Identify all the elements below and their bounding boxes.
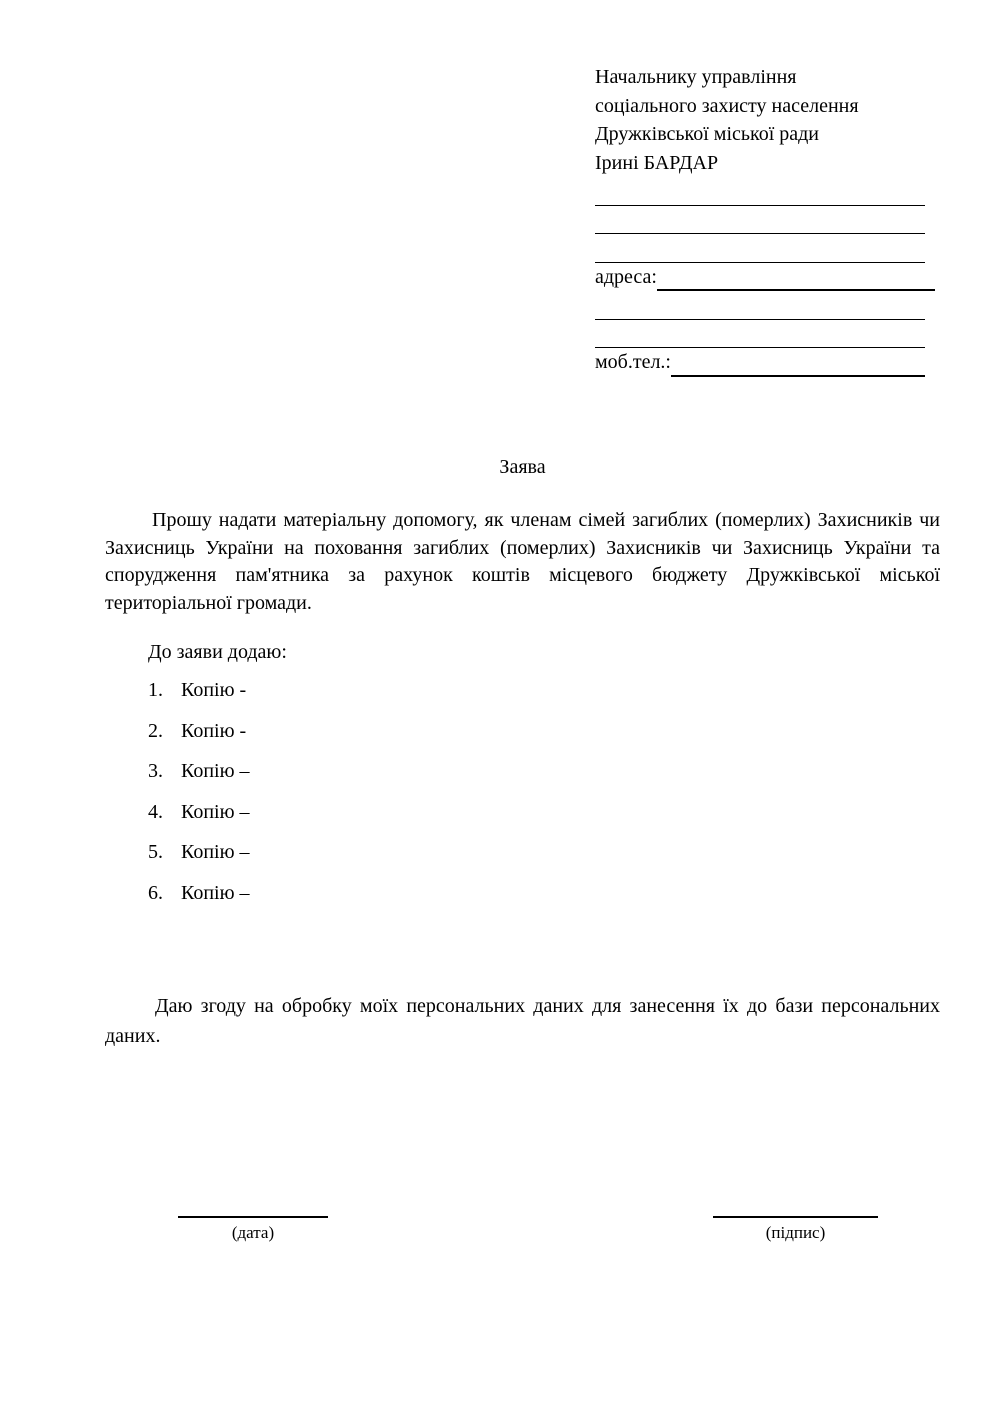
attachment-label: Копію – xyxy=(181,760,250,782)
document-title: Заява xyxy=(499,456,546,478)
attachment-number: 3. xyxy=(148,760,163,782)
attachment-item xyxy=(148,800,250,841)
attachment-label: Копію - xyxy=(181,679,247,701)
signature-date-block xyxy=(178,1216,328,1244)
attachment-item xyxy=(148,719,250,760)
sign-signature-line xyxy=(713,1216,878,1218)
request-paragraph: Прошу надати матеріальну допомогу, як членам сімей загиблих (померлих) Захисників чи Захисниць України на поховання загиблих (померлих) Захисників чи Захисниць України та спорудження пам'ятника за рахунок коштів місцевого бюджету Дружківської міської територіальної громади. xyxy=(105,509,940,614)
sign-caption: (підпис) xyxy=(765,1223,826,1242)
address-row xyxy=(595,263,935,292)
attachment-number: 6. xyxy=(148,881,163,904)
attachment-label: Копію – xyxy=(181,800,250,823)
attachments-heading: До заяви додаю: xyxy=(148,641,287,663)
phone-fill-line xyxy=(671,348,925,377)
blank-fill-line xyxy=(595,320,925,349)
blank-fill-line xyxy=(595,291,925,320)
attachments-list xyxy=(148,678,250,921)
consent-paragraph: Даю згоду на обробку моїх персональних даних для занесення їх до бази персональних даних. xyxy=(105,995,940,1047)
attachment-item xyxy=(148,759,250,800)
attachment-item xyxy=(148,678,250,719)
attachment-number: 5. xyxy=(148,841,163,863)
attachment-number: 4. xyxy=(148,800,163,823)
attachment-label: Копію - xyxy=(181,719,247,742)
addressee-block xyxy=(595,63,935,377)
blank-fill-line xyxy=(595,234,925,263)
date-signature-line xyxy=(178,1216,328,1218)
address-fill-line xyxy=(657,263,935,292)
attachment-label: Копію – xyxy=(181,841,250,863)
signature-sign-block xyxy=(713,1216,878,1244)
blank-fill-line xyxy=(595,177,925,206)
addressee-line: Дружківської міської ради xyxy=(595,123,820,145)
attachment-number: 2. xyxy=(148,719,163,742)
addressee-line: Начальнику управління xyxy=(595,66,797,88)
phone-label: моб.тел.: xyxy=(595,351,671,373)
blank-fill-line xyxy=(595,206,925,235)
address-label: адреса: xyxy=(595,265,657,288)
attachment-item xyxy=(148,840,250,881)
attachment-label: Копію – xyxy=(181,881,250,904)
attachment-number: 1. xyxy=(148,679,163,701)
phone-row xyxy=(595,348,925,377)
date-caption: (дата) xyxy=(231,1223,275,1242)
addressee-line: Ірині БАРДАР xyxy=(595,151,719,174)
attachment-item xyxy=(148,881,250,922)
addressee-line: соціального захисту населення xyxy=(595,94,859,117)
